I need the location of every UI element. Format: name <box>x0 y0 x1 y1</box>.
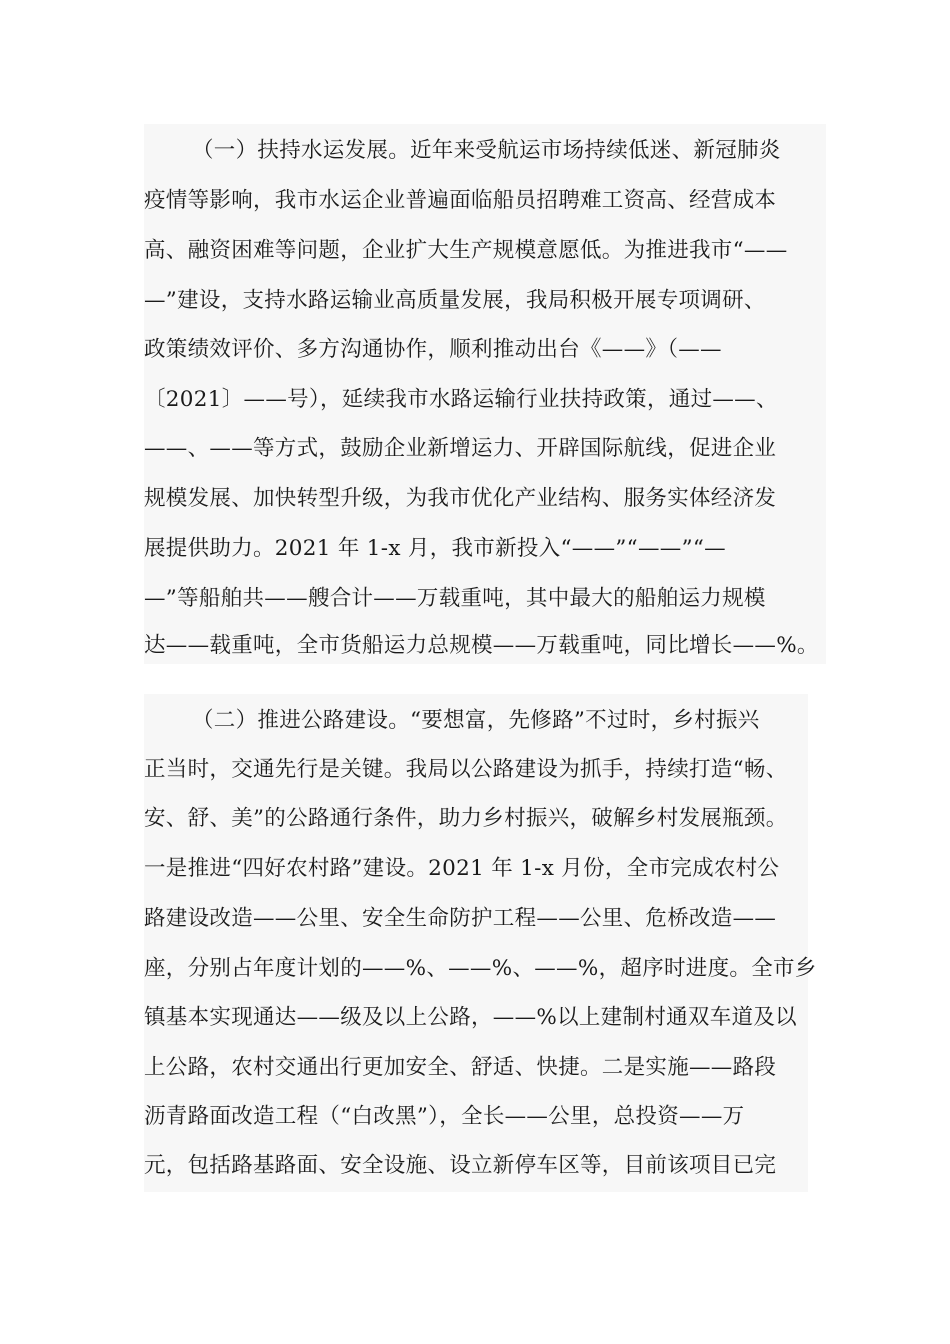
text-line: 规模发展、加快转型升级，为我市优化产业结构、服务实体经济发 <box>144 486 777 511</box>
text-line: 座，分别占年度计划的——%、——%、——%，超序时进度。全市乡 <box>144 956 817 981</box>
text-line: 一是推进“四好农村路”建设。2021 年 1-x 月份，全市完成农村公 <box>144 856 780 881</box>
text-line: 达——载重吨，全市货船运力总规模——万载重吨，同比增长——%。 <box>144 633 819 658</box>
text-line: 政策绩效评价、多方沟通协作，顺利推动出台《——》（—— <box>144 337 722 362</box>
text-line: 镇基本实现通达——级及以上公路，——%以上建制村通双车道及以 <box>144 1005 797 1030</box>
text-line: —”建设，支持水路运输业高质量发展，我局积极开展专项调研、 <box>144 288 766 313</box>
text-line: 疫情等影响，我市水运企业普遍面临船员招聘难工资高、经营成本 <box>144 188 777 213</box>
text-line: 〔2021〕——号），延续我市水路运输行业扶持政策，通过——、 <box>144 387 778 412</box>
text-line: 上公路，农村交通出行更加安全、舒适、快捷。二是实施——路段 <box>144 1055 777 1080</box>
text-line: 高、融资困难等问题，企业扩大生产规模意愿低。为推进我市“—— <box>144 238 788 263</box>
text-line: （一）扶持水运发展。近年来受航运市场持续低迷、新冠肺炎 <box>192 138 781 163</box>
text-line: 展提供助力。2021 年 1-x 月，我市新投入“——”“——”“— <box>144 536 726 561</box>
text-line: 安、舒、美”的公路通行条件，助力乡村振兴，破解乡村发展瓶颈。 <box>144 806 788 831</box>
text-line: 元，包括路基路面、安全设施、设立新停车区等，目前该项目已完 <box>144 1153 777 1178</box>
text-line: 路建设改造——公里、安全生命防护工程——公里、危桥改造—— <box>144 906 777 931</box>
text-line: 沥青路面改造工程（“白改黑”），全长——公里，总投资——万 <box>144 1104 745 1129</box>
text-line: （二）推进公路建设。“要想富，先修路”不过时，乡村振兴 <box>192 708 760 733</box>
text-line: ——、——等方式，鼓励企业新增运力、开辟国际航线，促进企业 <box>144 436 777 461</box>
paragraph-road-construction <box>144 694 817 1192</box>
paragraph-water-transport <box>144 124 826 664</box>
text-line: 正当时，交通先行是关键。我局以公路建设为抓手，持续打造“畅、 <box>144 757 788 782</box>
text-line: —”等船舶共——艘合计——万载重吨，其中最大的船舶运力规模 <box>144 586 766 611</box>
